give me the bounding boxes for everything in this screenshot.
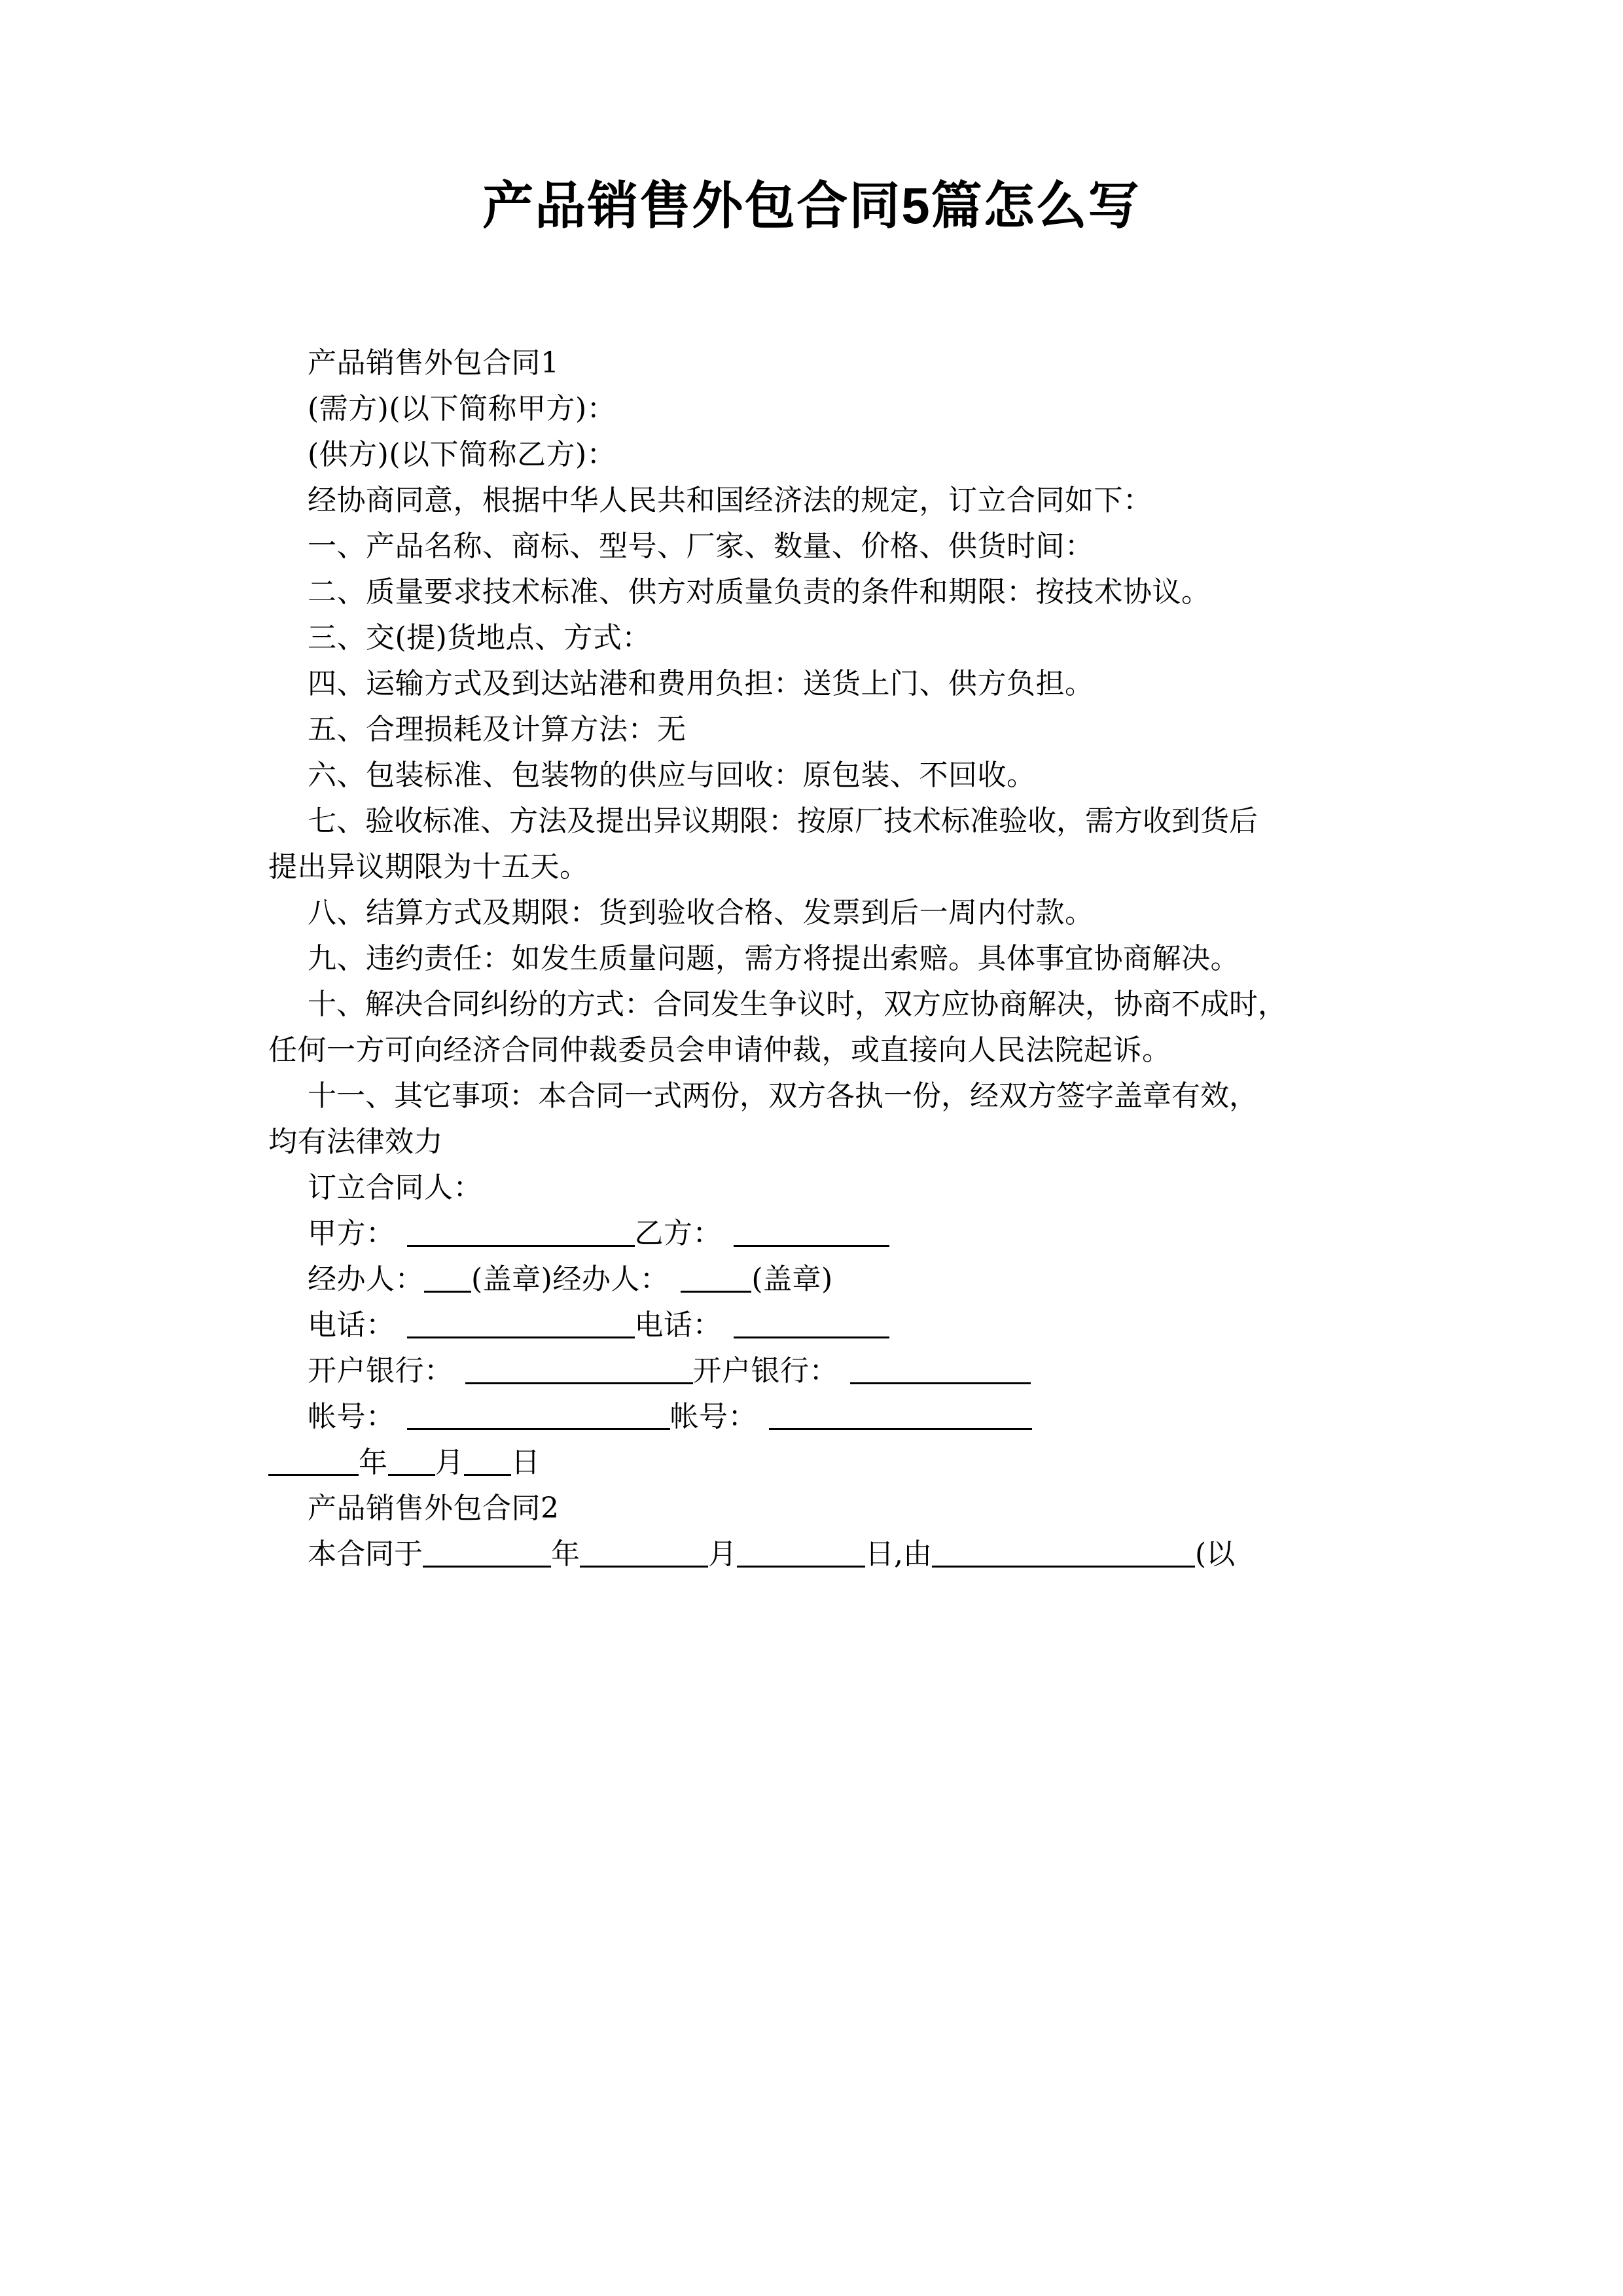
section-2-opening-line xyxy=(268,1532,1363,1577)
agent-b-label: 经办人： xyxy=(552,1263,669,1296)
clause-3: 三、交(提)货地点、方式： xyxy=(308,621,651,655)
account-b-blank[interactable] xyxy=(769,1408,1032,1430)
bank-b-label: 开户银行： xyxy=(692,1354,838,1388)
party-a-blank[interactable] xyxy=(407,1225,635,1247)
clause-1: 一、产品名称、商标、型号、厂家、数量、价格、供货时间： xyxy=(308,529,1094,563)
preamble-line: 经协商同意，根据中华人民共和国经济法的规定，订立合同如下： xyxy=(308,484,1152,517)
agent-a-seal: (盖章) xyxy=(471,1263,553,1296)
s2-year-blank[interactable] xyxy=(423,1546,551,1568)
s2-party-blank[interactable] xyxy=(932,1546,1195,1568)
page-title: 产品销售外包合同5篇怎么写 xyxy=(482,177,1141,234)
signature-row-date xyxy=(268,1440,1363,1486)
party-supply-line: (供方)(以下简称乙方)： xyxy=(308,438,616,471)
s2-month-label: 月 xyxy=(708,1537,737,1571)
clause-11-line-2: 均有法律效力 xyxy=(268,1125,443,1158)
bank-a-label: 开户银行： xyxy=(308,1354,454,1388)
section-2-heading: 产品销售外包合同2 xyxy=(308,1492,560,1525)
account-a-blank[interactable] xyxy=(407,1408,670,1430)
signature-heading: 订立合同人： xyxy=(308,1171,482,1204)
date-day-blank[interactable] xyxy=(464,1454,511,1476)
date-year-blank[interactable] xyxy=(268,1454,359,1476)
s2-day-blank[interactable] xyxy=(737,1546,865,1568)
party-b-label: 乙方： xyxy=(634,1217,722,1250)
account-b-label: 帐号： xyxy=(669,1400,757,1433)
signature-row-agents xyxy=(268,1257,1363,1302)
agent-a-label: 经办人： xyxy=(308,1263,424,1296)
clause-10-line-2: 任何一方可向经济合同仲裁委员会申请仲裁，或直接向人民法院起诉。 xyxy=(268,1033,1171,1067)
section-1-heading: 产品销售外包合同1 xyxy=(308,346,560,380)
clause-5: 五、合理损耗及计算方法：无 xyxy=(308,713,687,746)
party-b-blank[interactable] xyxy=(734,1225,889,1247)
agent-b-blank[interactable] xyxy=(681,1271,751,1293)
section-2-prefix: 本合同于 xyxy=(308,1537,423,1571)
clause-4: 四、运输方式及到达站港和费用负担：送货上门、供方负担。 xyxy=(308,667,1094,700)
s2-day-label: 日,由 xyxy=(865,1537,932,1571)
s2-month-blank[interactable] xyxy=(580,1546,708,1568)
phone-a-label: 电话： xyxy=(308,1308,395,1342)
document-body xyxy=(268,340,1363,1577)
date-month-label: 月 xyxy=(435,1446,464,1479)
agent-a-blank[interactable] xyxy=(424,1271,471,1293)
phone-b-blank[interactable] xyxy=(734,1317,889,1338)
clause-10-line-1: 十、解决合同纠纷的方式：合同发生争议时，双方应协商解决，协商不成时， xyxy=(308,988,1287,1021)
signature-row-banks xyxy=(268,1348,1363,1394)
agent-b-seal: (盖章) xyxy=(751,1263,833,1296)
s2-year-label: 年 xyxy=(551,1537,580,1571)
account-a-label: 帐号： xyxy=(308,1400,395,1433)
clause-7-line-1: 七、验收标准、方法及提出异议期限：按原厂技术标准验收，需方收到货后 xyxy=(308,804,1258,838)
phone-a-blank[interactable] xyxy=(407,1317,635,1338)
bank-b-blank[interactable] xyxy=(850,1363,1031,1384)
clause-7-line-2: 提出异议期限为十五天。 xyxy=(268,850,589,884)
clause-8: 八、结算方式及期限：货到验收合格、发票到后一周内付款。 xyxy=(308,896,1094,929)
date-month-blank[interactable] xyxy=(388,1454,435,1476)
phone-b-label: 电话： xyxy=(634,1308,722,1342)
date-day-label: 日 xyxy=(511,1446,541,1479)
date-year-label: 年 xyxy=(359,1446,388,1479)
clause-2: 二、质量要求技术标准、供方对质量负责的条件和期限：按技术协议。 xyxy=(308,575,1211,609)
signature-row-accounts xyxy=(268,1394,1363,1440)
bank-a-blank[interactable] xyxy=(465,1363,693,1384)
s2-tail: (以 xyxy=(1195,1537,1236,1571)
clause-6: 六、包装标准、包装物的供应与回收：原包装、不回收。 xyxy=(308,759,1036,792)
clause-9: 九、违约责任：如发生质量问题，需方将提出索赔。具体事宜协商解决。 xyxy=(308,942,1240,975)
clause-11-line-1: 十一、其它事项：本合同一式两份，双方各执一份，经双方签字盖章有效， xyxy=(308,1079,1258,1113)
party-a-label: 甲方： xyxy=(308,1217,395,1250)
signature-row-phones xyxy=(268,1302,1363,1348)
signature-row-parties xyxy=(268,1211,1363,1257)
party-demand-line: (需方)(以下简称甲方)： xyxy=(308,392,616,425)
